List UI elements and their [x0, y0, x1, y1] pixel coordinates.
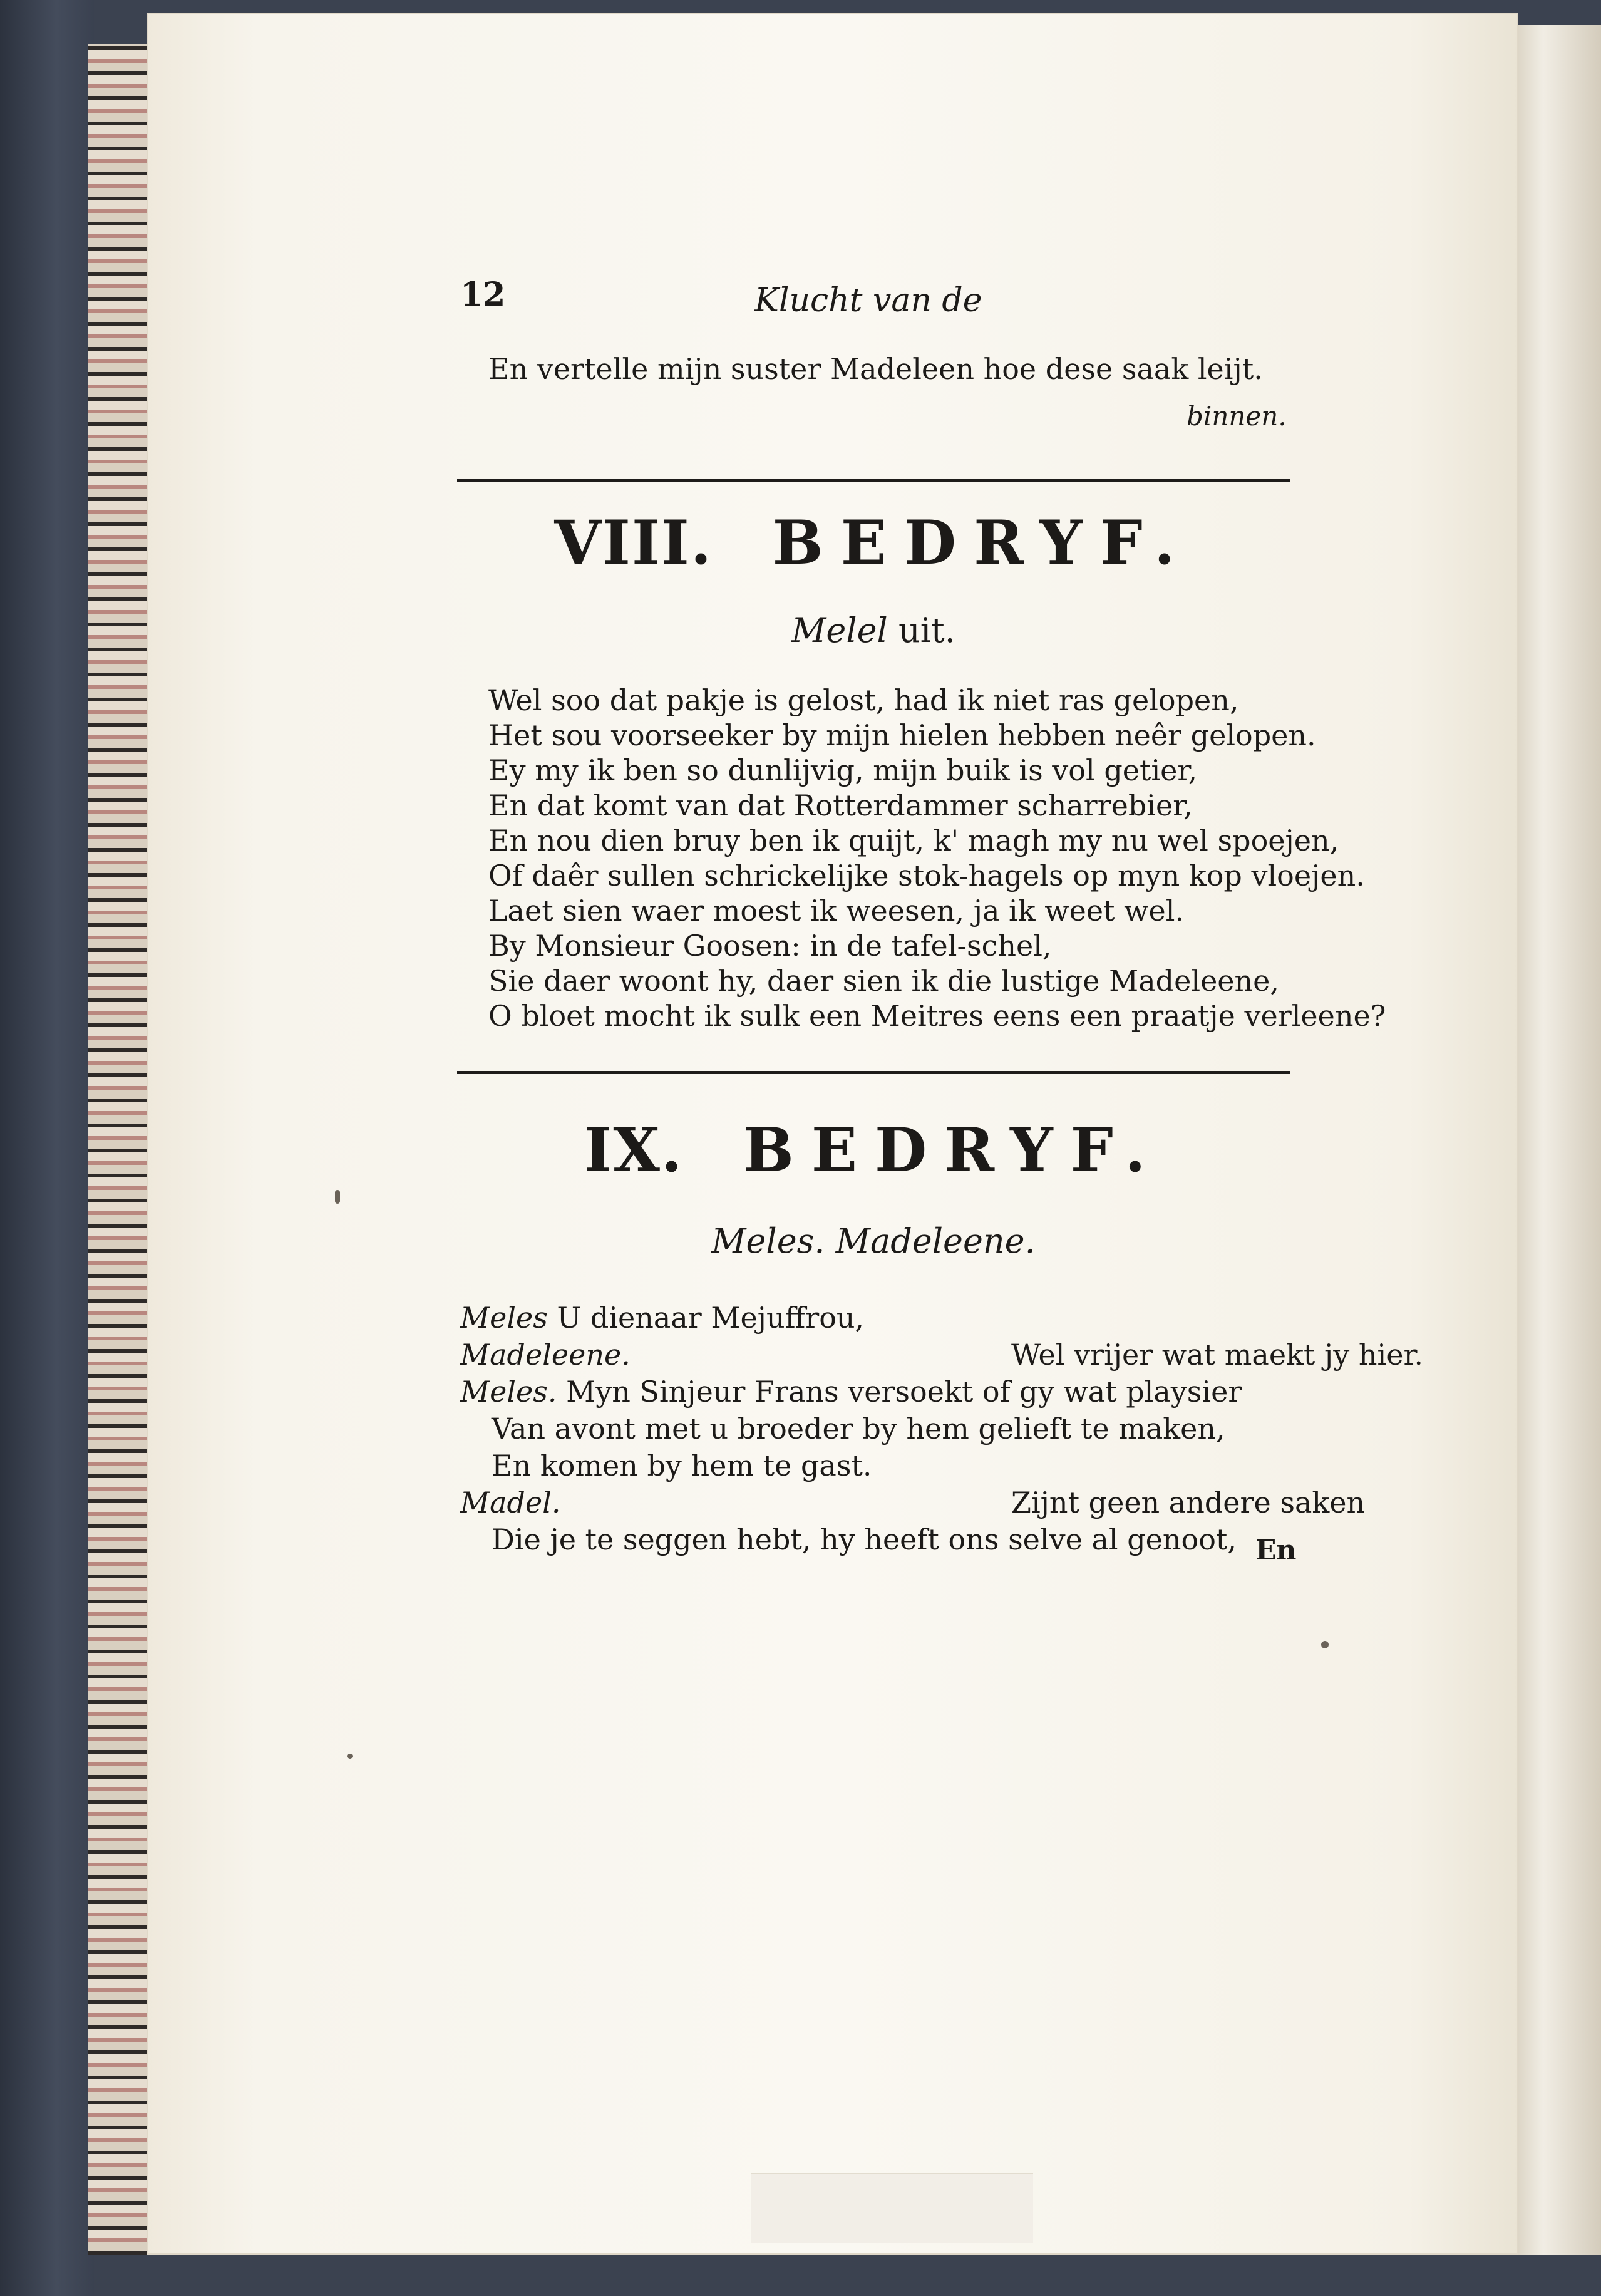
dialogue-block-ix: [460, 1300, 1424, 1558]
verse-line: Ey my ik ben so dunlijvig, mijn buik is vol getier,: [488, 753, 1197, 787]
verse-line: Het sou voorseeker by mijn hielen hebben neêr gelopen.: [488, 718, 1316, 752]
speaker-name: Meles: [460, 1301, 548, 1335]
scene-heading-ix: Meles. Madeleene.: [711, 1221, 1036, 1261]
paper-speck: [347, 1754, 353, 1759]
act-word: BEDRYF.: [743, 1115, 1163, 1186]
act-word: BEDRYF.: [772, 507, 1193, 578]
verse-line: En nou dien bruy ben ik quijt, k' magh my nu wel spoejen,: [488, 824, 1339, 857]
dialogue-text: U dienaar Mejuffrou,: [557, 1301, 865, 1335]
speaker-name: Madel.: [460, 1486, 561, 1519]
background-cloth: [0, 0, 94, 2296]
section-rule: [457, 1071, 1290, 1074]
dialogue-line: [460, 1484, 1366, 1521]
verse-block-viii: [488, 683, 1386, 1033]
book-page: [147, 13, 1518, 2255]
stage-direction: binnen.: [1187, 401, 1287, 432]
page-number: 12: [460, 276, 506, 314]
scene-heading-viii: [457, 611, 1290, 650]
dialogue-line: [460, 1300, 1287, 1337]
act-number: VIII.: [554, 507, 713, 578]
verse-line: Wel soo dat pakje is gelost, had ik niet ras gelopen,: [488, 683, 1239, 717]
library-label-patch: [751, 2173, 1033, 2243]
dialogue-text: Myn Sinjeur Frans versoekt of gy wat playsier: [566, 1375, 1242, 1409]
verse-line: En dat komt van dat Rotterdammer scharrebier,: [488, 789, 1193, 822]
dialogue-line: [460, 1373, 1287, 1410]
dialogue-text: En komen by hem te gast.: [492, 1449, 872, 1482]
verse-line: Of daêr sullen schrickelijke stok-hagels op myn kop vloejen.: [488, 859, 1365, 892]
dialogue-line: [460, 1521, 1287, 1558]
paper-speck: [335, 1190, 340, 1204]
scene-speaker: Melel: [791, 611, 888, 650]
act-title-ix: [457, 1115, 1290, 1186]
verse-line: Sie daer woont hy, daer sien ik die lustige Madeleene,: [488, 964, 1279, 998]
dialogue-line: [460, 1447, 1287, 1484]
speaker-name: Madeleene.: [460, 1338, 631, 1372]
catchword: En: [1255, 1534, 1297, 1566]
scene-direction: uit.: [898, 611, 955, 650]
act-number: IX.: [584, 1115, 684, 1186]
section-rule: [457, 479, 1290, 482]
dialogue-text: Zijnt geen andere saken: [1011, 1486, 1366, 1519]
speaker-name: Meles.: [460, 1375, 557, 1409]
verse-line: O bloet mocht ik sulk een Meitres eens een praatje verleene?: [488, 999, 1386, 1033]
opening-line: En vertelle mijn suster Madeleen hoe dese saak leijt.: [488, 352, 1263, 386]
dialogue-text: Van avont met u broeder by hem gelieft te maken,: [492, 1412, 1225, 1445]
dialogue-line: [460, 1410, 1287, 1447]
facing-page-edge: [1518, 25, 1601, 2255]
verse-line: By Monsieur Goosen: in de tafel-schel,: [488, 929, 1052, 963]
dialogue-text: Die je te seggen hebt, hy heeft ons selve al genoot,: [492, 1523, 1237, 1556]
paper-speck: [1321, 1641, 1329, 1648]
dialogue-line: [460, 1337, 1424, 1373]
book-spine: [88, 44, 149, 2255]
running-title: Klucht van de: [754, 282, 982, 319]
verse-line: Laet sien waer moest ik weesen, ja ik weet wel.: [488, 894, 1185, 928]
dialogue-text: Wel vrijer wat maekt jy hier.: [1011, 1338, 1424, 1372]
act-title-viii: [457, 507, 1290, 578]
